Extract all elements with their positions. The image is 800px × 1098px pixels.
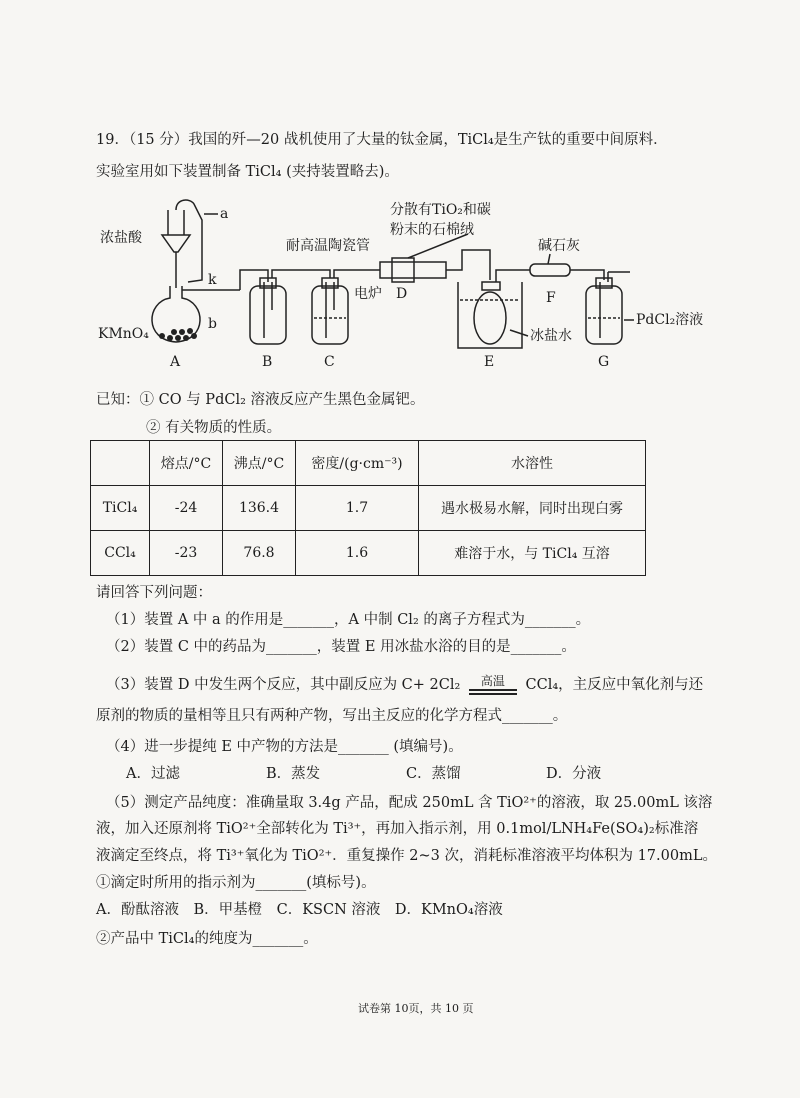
known-info-1: 已知：① CO 与 PdCl₂ 溶液反应产生黑色金属钯。 <box>96 392 425 408</box>
sub-question-5-line-3: 液滴定至终点，将 Ti³⁺氧化为 TiO²⁺．重复操作 2~3 次，消耗标准溶液平均体积为 17.00mL。 <box>96 848 717 864</box>
bottle-b <box>250 286 286 344</box>
table-header <box>91 441 150 486</box>
sub-question-3 <box>106 673 703 695</box>
sub-question-3-post: CCl₄，主反应中氧化剂与还 <box>525 677 704 693</box>
label-tube: 耐高温陶瓷管 <box>286 238 370 254</box>
instruction: 请回答下列问题： <box>96 585 212 601</box>
table-cell: 1.7 <box>296 486 419 531</box>
sub-question-5-line-2: 液，加入还原剂将 TiO²⁺全部转化为 Ti³⁺，再加入指示剂，用 0.1mol/LNH₄Fe(SO₄)₂标准溶 <box>96 821 699 837</box>
label-ice-salt-water: 冰盐水 <box>530 328 572 344</box>
question-subtitle: 实验室用如下装置制备 TiCl₄ (夹持装置略去)。 <box>96 164 399 180</box>
label-kmno4: KMnO₄ <box>98 326 149 342</box>
sub-question-3-cont: 原剂的物质的量相等且只有两种产物，写出主反应的化学方程式_______。 <box>96 708 568 724</box>
bottle-c <box>312 286 348 344</box>
label-D: D <box>396 286 408 302</box>
table-cell: 76.8 <box>223 531 296 576</box>
sub-question-2: （2）装置 C 中的药品为_______，装置 E 用冰盐水浴的目的是_______。 <box>106 639 576 655</box>
sub-question-3-pre: （3）装置 D 中发生两个反应，其中副反应为 C+ 2Cl₂ <box>106 677 461 693</box>
label-a: a <box>220 206 229 222</box>
label-E: E <box>484 354 495 370</box>
label-asbestos-2: 粉末的石棉绒 <box>390 222 474 238</box>
table-cell: 难溶于水，与 TiCl₄ 互溶 <box>419 531 646 576</box>
label-B: B <box>262 354 273 370</box>
table-cell: 遇水极易水解，同时出现白雾 <box>419 486 646 531</box>
reaction-arrow <box>469 675 517 695</box>
tube-d <box>380 262 446 278</box>
table-header: 沸点/°C <box>223 441 296 486</box>
label-asbestos-1: 分散有TiO₂和碳 <box>390 202 491 218</box>
option-c: C．蒸馏 <box>406 766 461 782</box>
label-b: b <box>208 316 217 332</box>
sub-question-5-options: A．酚酞溶液 B．甲基橙 C．KSCN 溶液 D．KMnO₄溶液 <box>96 902 503 918</box>
funnel <box>162 235 190 252</box>
label-k: k <box>208 272 217 288</box>
drying-tube-f <box>530 264 570 276</box>
known-info-2: ② 有关物质的性质。 <box>146 420 282 436</box>
table-cell: 136.4 <box>223 486 296 531</box>
reaction-condition: 高温 <box>480 674 505 688</box>
tube-a <box>176 200 202 282</box>
option-a: A．过滤 <box>126 766 180 782</box>
table-header: 熔点/°C <box>150 441 223 486</box>
label-C: C <box>324 354 335 370</box>
label-soda-lime: 碱石灰 <box>538 238 580 254</box>
label-F: F <box>546 290 556 306</box>
label-A: A <box>170 354 181 370</box>
sub-question-5-line-1: （5）测定产品纯度：准确量取 3.4g 产品，配成 250mL 含 TiO²⁺的溶液，取 25.00mL 该溶 <box>106 795 713 811</box>
label-G: G <box>598 354 610 370</box>
sub-question-5-part-2: ②产品中 TiCl₄的纯度为_______。 <box>96 931 318 947</box>
sub-question-1: （1）装置 A 中 a 的作用是_______，A 中制 Cl₂ 的离子方程式为_______。 <box>106 612 591 628</box>
table-cell: CCl₄ <box>91 531 150 576</box>
bottle-g <box>586 286 622 344</box>
question-title: 19．（15 分）我国的歼—20 战机使用了大量的钛金属，TiCl₄是生产钛的重要中间原料． <box>96 132 668 148</box>
option-d: D．分液 <box>546 766 602 782</box>
sub-question-4-options <box>126 762 726 783</box>
table-header: 水溶性 <box>419 441 646 486</box>
table-cell: -24 <box>150 486 223 531</box>
sub-question-4: （4）进一步提纯 E 中产物的方法是_______ (填编号)。 <box>106 739 463 755</box>
table-cell: 1.6 <box>296 531 419 576</box>
option-b: B．蒸发 <box>266 766 321 782</box>
apparatus-diagram <box>90 190 710 380</box>
properties-table <box>90 440 646 576</box>
table-row <box>91 531 646 576</box>
label-pdcl2: PdCl₂溶液 <box>636 312 704 328</box>
sub-question-5-part-1: ①滴定时所用的指示剂为_______(填标号)。 <box>96 875 376 891</box>
table-cell: TiCl₄ <box>91 486 150 531</box>
table-row <box>91 486 646 531</box>
table-header-row <box>91 441 646 486</box>
label-furnace: 电炉 <box>354 286 382 302</box>
table-header: 密度/(g·cm⁻³) <box>296 441 419 486</box>
page-footer: 试卷第 10页，共 10 页 <box>358 1002 474 1015</box>
table-cell: -23 <box>150 531 223 576</box>
label-conc-hcl: 浓盐酸 <box>100 230 142 246</box>
